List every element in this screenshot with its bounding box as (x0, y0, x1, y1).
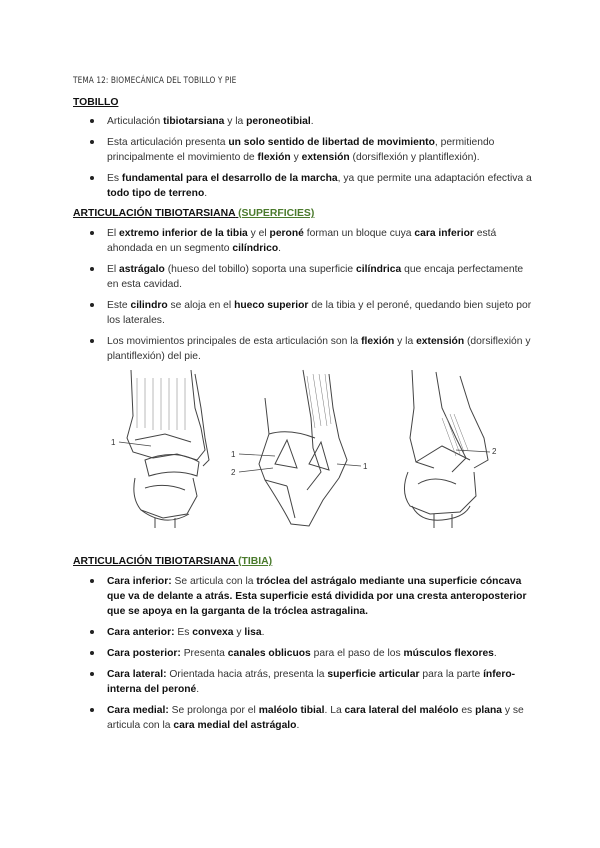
figure-label: 1 (363, 462, 368, 471)
list-item (73, 298, 533, 328)
bold-text: fundamental para el desarrollo de la marcha (121, 173, 338, 184)
section-heading-suffix: (TIBIA) (238, 556, 273, 567)
list-item (73, 334, 533, 364)
figure-label: 2 (231, 468, 236, 477)
bold-text: superficie articular (327, 669, 420, 680)
bold-text: Cara posterior: (107, 648, 181, 659)
text-run: (dorsiflexión y plantiflexión) del pie. (107, 336, 531, 362)
text-run: y el (247, 228, 270, 239)
text-run: se aloja en el (167, 300, 235, 311)
text-run: Es (174, 627, 193, 638)
bold-text: peroné (269, 228, 304, 239)
text-run: (dorsiflexión y plantiflexión). (349, 152, 480, 163)
figure-label: 1 (231, 450, 236, 459)
section-heading-text: ARTICULACIÓN TIBIOTARSIANA (73, 556, 236, 567)
list-item (73, 114, 533, 129)
bold-text: Cara inferior: (107, 576, 172, 587)
list-item (73, 135, 533, 165)
bullet-list (73, 226, 533, 370)
text-run: Este (107, 300, 131, 311)
list-item (73, 703, 533, 733)
bullet-list (73, 114, 533, 207)
bold-text: Cara medial: (107, 705, 169, 716)
text-run: Esta articulación presenta (107, 137, 229, 148)
bold-text: cilindro (130, 300, 168, 311)
text-run: es (458, 705, 476, 716)
list-item (73, 667, 533, 697)
text-run: . (310, 116, 314, 127)
section-heading-tobillo (73, 97, 118, 108)
bold-text: extremo inferior de la tibia (119, 228, 248, 239)
text-run: Se articula con la (171, 576, 257, 587)
bold-text: lisa (244, 627, 262, 638)
text-run: para el paso de los (310, 648, 404, 659)
ankle-figure-posterior (225, 368, 375, 536)
section-heading-text: TOBILLO (73, 97, 119, 108)
text-run: Articulación (107, 116, 164, 127)
bold-text: cara lateral del maléolo (344, 705, 459, 716)
text-run: forman un bloque cuya (303, 228, 415, 239)
text-run: y (233, 627, 245, 638)
text-run: Presenta (180, 648, 228, 659)
text-run: . (261, 627, 265, 638)
list-item (73, 646, 533, 661)
text-run: El (107, 228, 120, 239)
list-item (73, 226, 533, 256)
text-run: para la parte (419, 669, 484, 680)
text-run: , ya que permite una adaptación efectiva a (337, 173, 532, 184)
ankle-illustrations (105, 368, 515, 536)
bold-text: cara medial del astrágalo (173, 720, 297, 731)
figure-label: 1 (111, 438, 116, 447)
bold-text: músculos flexores (403, 648, 494, 659)
bold-text: todo tipo de terreno (107, 188, 205, 199)
bold-text: cara inferior (414, 228, 474, 239)
text-run: . (278, 243, 282, 254)
section-heading-text: ARTICULACIÓN TIBIOTARSIANA (73, 208, 236, 219)
bold-text: cilíndrico (232, 243, 279, 254)
bold-text: Cara anterior: (107, 627, 175, 638)
bold-text: flexión (361, 336, 395, 347)
bold-text: tibiotarsiana (163, 116, 225, 127)
text-run: (hueso del tobillo) soporta una superficie (164, 264, 357, 275)
bold-text: Cara lateral: (107, 669, 167, 680)
bold-text: tróclea del astrágalo mediante una superficie cóncava que va de delante a atrás. Esta superficie está dividida por una cresta anteroposterior que se apoya en la garganta de la tróclea astragalina. (107, 576, 527, 617)
bold-text: cilíndrica (356, 264, 402, 275)
topic-title: TEMA 12: BIOMECÁNICA DEL TOBILLO Y PIE (73, 76, 237, 86)
text-run: , permitiendo principalmente el movimiento de (107, 137, 495, 163)
ankle-figure-lateral (390, 368, 515, 536)
text-run: y la (394, 336, 417, 347)
bold-text: astrágalo (119, 264, 165, 275)
text-run: . (493, 648, 497, 659)
bullet-list (73, 574, 533, 739)
text-run: y (290, 152, 302, 163)
text-run: está ahondada en un segmento (107, 228, 497, 254)
text-run: y la (224, 116, 247, 127)
text-run: que encaja perfectamente en esta cavidad. (107, 264, 524, 290)
text-run: Se prolonga por el (168, 705, 259, 716)
bold-text: un solo sentido de libertad de movimiento (228, 137, 435, 148)
bold-text: extensión (416, 336, 465, 347)
section-heading-tibia (73, 556, 272, 567)
bold-text: hueco superior (234, 300, 309, 311)
text-run: y se articula con la (107, 705, 524, 731)
bold-text: convexa (192, 627, 234, 638)
ankle-figure-anterior (105, 368, 235, 536)
section-heading-superficies (73, 208, 314, 219)
list-item (73, 625, 533, 640)
text-run: . La (324, 705, 345, 716)
text-run: . (196, 684, 200, 695)
text-run: . (296, 720, 300, 731)
list-item (73, 171, 533, 201)
bold-text: peroneotibial (246, 116, 311, 127)
list-item (73, 262, 533, 292)
text-run: El (107, 264, 120, 275)
text-run: de la tibia y el peroné, quedando bien sujeto por los laterales. (107, 300, 532, 326)
bold-text: flexión (257, 152, 291, 163)
bold-text: extensión (301, 152, 350, 163)
bold-text: maléolo tibial (258, 705, 325, 716)
section-heading-suffix: (SUPERFICIES) (238, 208, 315, 219)
bold-text: ínfero-interna del peroné (107, 669, 516, 695)
bold-text: plana (475, 705, 502, 716)
text-run: . (204, 188, 208, 199)
list-item (73, 574, 533, 619)
text-run: Los movimientos principales de esta articulación son la (107, 336, 362, 347)
bold-text: canales oblicuos (227, 648, 311, 659)
figure-label: 2 (492, 447, 497, 456)
text-run: Orientada hacia atrás, presenta la (166, 669, 328, 680)
text-run: Es (107, 173, 122, 184)
